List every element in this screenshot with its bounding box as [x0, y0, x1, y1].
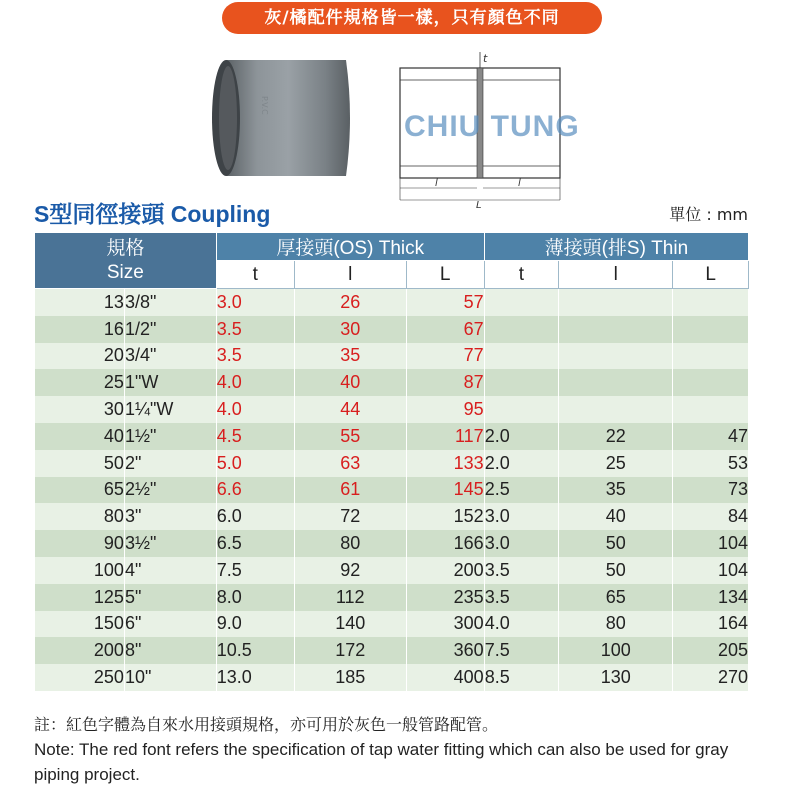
cell-oL: 133: [406, 450, 484, 477]
cell-inch: 2½": [124, 477, 216, 504]
cell-tt: [484, 369, 558, 396]
cell-ot: 3.0: [216, 289, 294, 316]
table-row: [35, 637, 749, 664]
cell-tL: [673, 396, 749, 423]
cell-ol: 63: [294, 450, 406, 477]
cell-oL: 77: [406, 343, 484, 370]
cell-tL: 47: [673, 423, 749, 450]
cell-inch: 3/4": [124, 343, 216, 370]
footnote-en: Note: The red font refers the specification of tap water fitting which can also be used for gray piping project.: [34, 740, 729, 784]
cell-tl: 40: [559, 503, 673, 530]
cell-size: 150: [35, 611, 125, 638]
cell-size: 16: [35, 316, 125, 343]
cell-tt: 2.0: [484, 450, 558, 477]
cell-ol: 92: [294, 557, 406, 584]
cell-tt: 7.5: [484, 637, 558, 664]
cell-oL: 152: [406, 503, 484, 530]
cell-inch: 2": [124, 450, 216, 477]
cell-tL: 84: [673, 503, 749, 530]
cell-ol: 44: [294, 396, 406, 423]
cell-tl: 25: [559, 450, 673, 477]
thick-header: 厚接頭(OS) Thick: [216, 233, 484, 261]
col-thin-l: l: [559, 261, 673, 289]
table-row: [35, 316, 749, 343]
cell-ot: 8.0: [216, 584, 294, 611]
table-row: [35, 557, 749, 584]
cell-ot: 4.5: [216, 423, 294, 450]
cell-tl: 50: [559, 557, 673, 584]
cell-oL: 360: [406, 637, 484, 664]
cell-size: 80: [35, 503, 125, 530]
cell-oL: 300: [406, 611, 484, 638]
watermark-logo: CHIU TUNG: [404, 110, 580, 143]
cell-tL: [673, 316, 749, 343]
cell-tL: 104: [673, 557, 749, 584]
cell-oL: 87: [406, 369, 484, 396]
cell-tt: [484, 396, 558, 423]
cell-tL: 205: [673, 637, 749, 664]
cell-oL: 117: [406, 423, 484, 450]
cell-tL: [673, 289, 749, 316]
cell-ol: 55: [294, 423, 406, 450]
size-header: [35, 233, 217, 289]
cell-size: 20: [35, 343, 125, 370]
cell-inch: 5": [124, 584, 216, 611]
table-row: [35, 343, 749, 370]
cell-tl: 80: [559, 611, 673, 638]
cell-tt: 2.5: [484, 477, 558, 504]
spec-table: [34, 232, 749, 691]
cell-inch: 6": [124, 611, 216, 638]
cell-ot: 3.5: [216, 343, 294, 370]
cell-ol: 72: [294, 503, 406, 530]
cell-tt: [484, 343, 558, 370]
cell-tL: 104: [673, 530, 749, 557]
footnote-zh: 註：紅色字體為自來水用接頭規格，亦可用於灰色一般管路配管。: [34, 715, 499, 734]
cell-tl: 50: [559, 530, 673, 557]
cell-tL: [673, 369, 749, 396]
table-row: [35, 664, 749, 691]
cell-tl: 35: [559, 477, 673, 504]
cell-inch: 10": [124, 664, 216, 691]
cell-ol: 140: [294, 611, 406, 638]
cell-size: 125: [35, 584, 125, 611]
cell-oL: 235: [406, 584, 484, 611]
cell-tl: [559, 316, 673, 343]
cell-ot: 6.0: [216, 503, 294, 530]
cell-ot: 13.0: [216, 664, 294, 691]
cell-size: 13: [35, 289, 125, 316]
cell-inch: 8": [124, 637, 216, 664]
coupling-photo: [206, 52, 358, 184]
cell-inch: 3½": [124, 530, 216, 557]
cell-oL: 400: [406, 664, 484, 691]
cell-tt: 3.0: [484, 503, 558, 530]
cell-tL: 73: [673, 477, 749, 504]
col-thick-t: t: [216, 261, 294, 289]
diagram-label-L: L: [476, 200, 482, 210]
diagram-label-l-left: l: [435, 178, 438, 189]
cell-size: 200: [35, 637, 125, 664]
col-thick-L: L: [406, 261, 484, 289]
cell-tL: [673, 343, 749, 370]
cell-tt: [484, 316, 558, 343]
cell-size: 65: [35, 477, 125, 504]
cell-oL: 95: [406, 396, 484, 423]
table-row: [35, 423, 749, 450]
table-row: [35, 584, 749, 611]
cell-tl: 22: [559, 423, 673, 450]
cell-inch: 1½": [124, 423, 216, 450]
table-row: [35, 369, 749, 396]
cell-size: 90: [35, 530, 125, 557]
cell-tl: [559, 289, 673, 316]
cell-inch: 1"W: [124, 369, 216, 396]
cell-tt: 8.5: [484, 664, 558, 691]
diagram-label-l-right: l: [518, 178, 521, 189]
cell-tt: 3.5: [484, 557, 558, 584]
header-banner: 灰/橘配件規格皆一樣，只有顏色不同: [222, 2, 602, 34]
cell-tt: 3.0: [484, 530, 558, 557]
table-row: [35, 611, 749, 638]
cell-ot: 6.5: [216, 530, 294, 557]
cell-size: 40: [35, 423, 125, 450]
cell-ot: 6.6: [216, 477, 294, 504]
diagram-label-t: t: [483, 52, 488, 65]
cell-tl: [559, 369, 673, 396]
table-row: [35, 530, 749, 557]
table-row: [35, 289, 749, 316]
cell-inch: 4": [124, 557, 216, 584]
cell-inch: 3": [124, 503, 216, 530]
cell-tL: 164: [673, 611, 749, 638]
table-row: [35, 503, 749, 530]
cell-tl: 100: [559, 637, 673, 664]
cell-ot: 9.0: [216, 611, 294, 638]
cell-ot: 10.5: [216, 637, 294, 664]
cell-ol: 40: [294, 369, 406, 396]
cell-tt: 3.5: [484, 584, 558, 611]
cell-ol: 26: [294, 289, 406, 316]
table-row: [35, 396, 749, 423]
size-header-zh: 規格: [106, 237, 145, 259]
cell-tl: [559, 343, 673, 370]
unit-label: 單位 : mm: [669, 205, 748, 224]
cell-tL: 134: [673, 584, 749, 611]
photo-marking: P.V.C: [260, 96, 269, 115]
cell-tl: [559, 396, 673, 423]
footnote: [34, 712, 774, 787]
cell-ol: 35: [294, 343, 406, 370]
cell-ol: 112: [294, 584, 406, 611]
col-thin-t: t: [484, 261, 558, 289]
cell-size: 25: [35, 369, 125, 396]
spec-table-body: [35, 289, 749, 691]
cell-ot: 4.0: [216, 396, 294, 423]
cell-inch: 3/8": [124, 289, 216, 316]
cell-size: 30: [35, 396, 125, 423]
cell-ol: 30: [294, 316, 406, 343]
cell-tl: 65: [559, 584, 673, 611]
cell-inch: 1/2": [124, 316, 216, 343]
cell-ol: 172: [294, 637, 406, 664]
col-thin-L: L: [673, 261, 749, 289]
cell-tL: 270: [673, 664, 749, 691]
cell-oL: 57: [406, 289, 484, 316]
cell-ol: 61: [294, 477, 406, 504]
table-row: [35, 477, 749, 504]
col-thick-l: l: [294, 261, 406, 289]
thin-header: 薄接頭(排S) Thin: [484, 233, 748, 261]
cell-oL: 166: [406, 530, 484, 557]
cell-tl: 130: [559, 664, 673, 691]
cell-size: 50: [35, 450, 125, 477]
cell-tt: [484, 289, 558, 316]
cell-ot: 3.5: [216, 316, 294, 343]
cell-ot: 4.0: [216, 369, 294, 396]
cell-ot: 5.0: [216, 450, 294, 477]
cell-oL: 200: [406, 557, 484, 584]
cell-tt: 2.0: [484, 423, 558, 450]
cell-oL: 145: [406, 477, 484, 504]
size-header-en: Size: [106, 261, 144, 283]
page-title: S型同徑接頭 Coupling: [34, 201, 271, 227]
cell-oL: 67: [406, 316, 484, 343]
cell-inch: 1¼"W: [124, 396, 216, 423]
table-row: [35, 450, 749, 477]
cell-ol: 80: [294, 530, 406, 557]
cell-size: 250: [35, 664, 125, 691]
cell-ot: 7.5: [216, 557, 294, 584]
cell-tL: 53: [673, 450, 749, 477]
cell-ol: 185: [294, 664, 406, 691]
cell-tt: 4.0: [484, 611, 558, 638]
cell-size: 100: [35, 557, 125, 584]
